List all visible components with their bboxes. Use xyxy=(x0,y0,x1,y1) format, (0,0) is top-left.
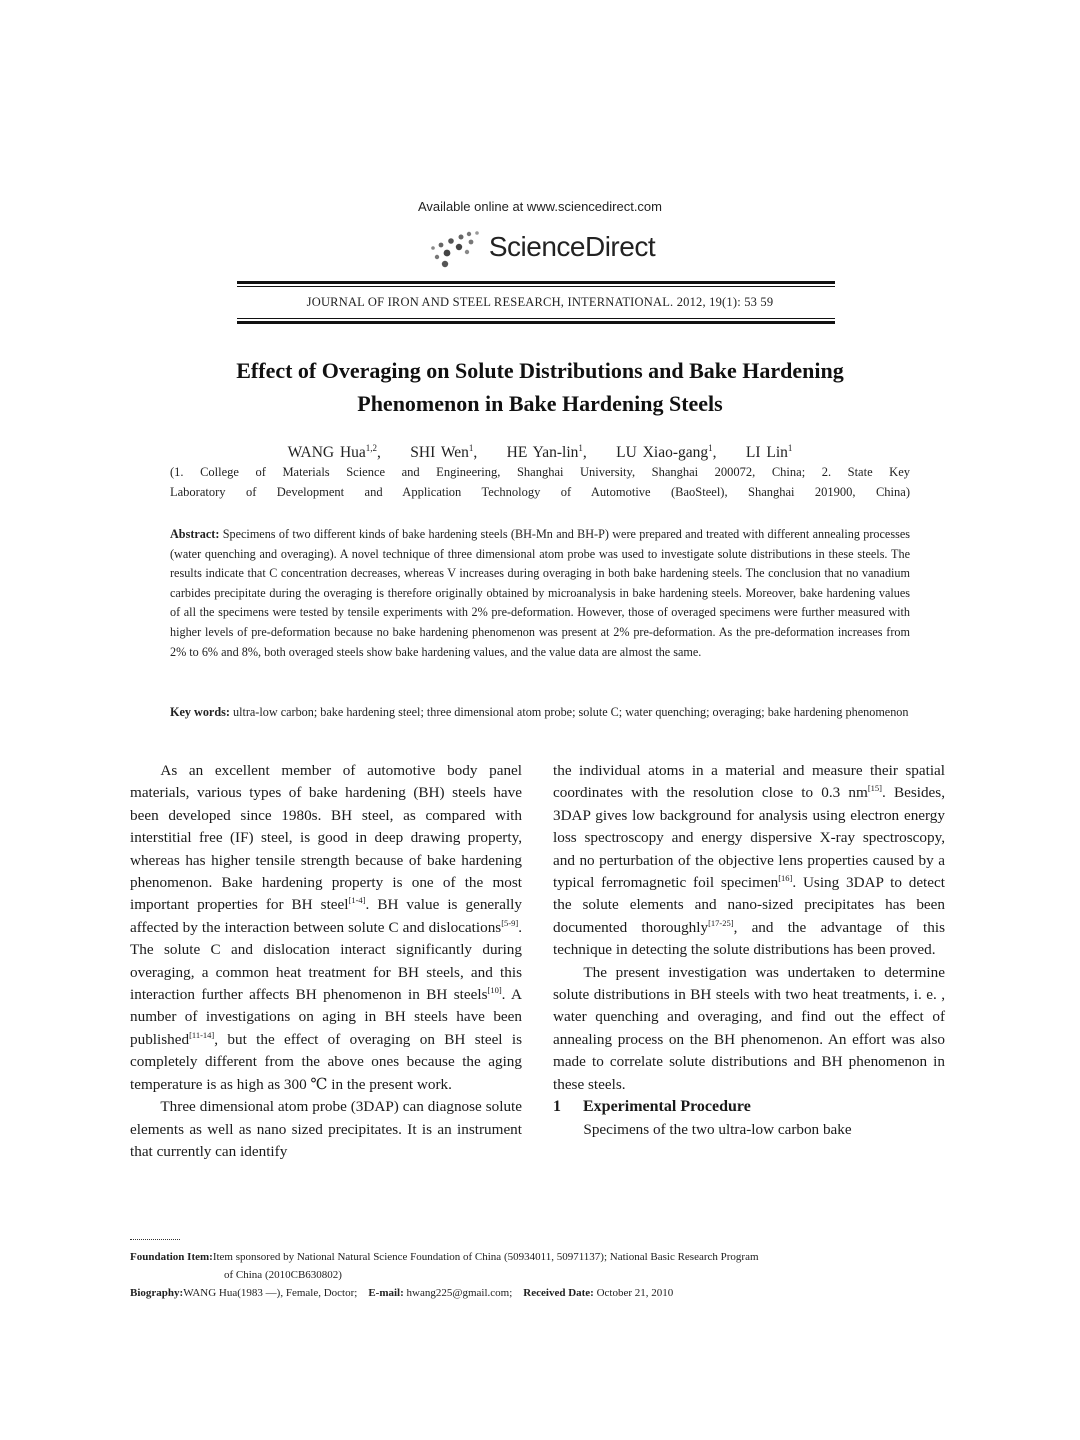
affiliation-line-1: (1. College of Materials Science and Engineering, Shanghai University, Shanghai 200072, China; 2. State Key xyxy=(170,465,910,479)
title-line-2: Phenomenon in Bake Hardening Steels xyxy=(357,391,723,416)
title-line-1: Effect of Overaging on Solute Distributions and Bake Hardening xyxy=(236,358,844,383)
abstract xyxy=(170,525,910,662)
author: LU Xiao-gang$^1$ xyxy=(616,443,713,462)
available-online-text: Available online at www.sciencedirect.com xyxy=(418,199,662,214)
keywords-label: Key words: xyxy=(170,705,230,719)
sciencedirect-logo xyxy=(0,226,1080,268)
paragraph: Specimens of the two ultra-low carbon bake xyxy=(583,1120,852,1138)
article-title xyxy=(120,354,960,420)
section-heading: 1 Experimental Procedure xyxy=(553,1098,751,1116)
body-column-left xyxy=(130,760,522,1163)
paragraph: the individual atoms in a material and measure their spatial coordinates with the resolution close to 0.3 nm[15]. Besides, 3DAP gives low background for analysis using electron energy loss spectroscopy and energy dispersive X-ray spectroscopy, and no perturbation of the objective lens properties caused by a typical ferromagnetic foil specimen[16]. Using 3DAP to detect the solute elements and nano-sized precipitates has been documented thoroughly[17-25], and the advantage of this technique in detecting the solute distributions has been proved. xyxy=(553,762,945,959)
keywords-text: ultra-low carbon; bake hardening steel; three dimensional atom probe; solute C; water quenching; overaging; bake hardening phenomenon xyxy=(229,705,909,719)
foundation-note-cont: of China (2010CB630802) xyxy=(224,1269,342,1281)
keywords xyxy=(170,703,910,723)
header-rule-top xyxy=(237,281,835,284)
header-rule-top-thin xyxy=(237,286,835,287)
sciencedirect-dots-icon xyxy=(425,226,483,268)
header-rule-bottom-thin xyxy=(237,318,835,319)
journal-citation: JOURNAL OF IRON AND STEEL RESEARCH, INTERNATIONAL. 2012, 19(1): 53 59 xyxy=(306,295,774,309)
paragraph: Three dimensional atom probe (3DAP) can diagnose solute elements as well as nano sized precipitates. It is an instrument that currently can identify xyxy=(130,1098,522,1160)
author: LI Lin$^1$ xyxy=(745,443,793,462)
affiliation-line-2: Laboratory of Development and Application Technology of Automotive (BaoSteel), Shanghai 201900, China) xyxy=(170,485,910,499)
author: HE Yan-lin$^1$ xyxy=(506,443,583,462)
sciencedirect-wordmark: ScienceDirect xyxy=(488,231,656,262)
foundation-note: Foundation Item:Item sponsored by National Natural Science Foundation of China (50934011, 50971137); National Basic Research Program xyxy=(130,1251,759,1263)
author: SHI Wen$^1$ xyxy=(410,443,474,462)
biography-note: Biography:WANG Hua(1983 —), Female, Doctor; E-mail: hwang225@gmail.com; Received Date: October 21, 2010 xyxy=(130,1287,674,1299)
affiliations xyxy=(170,462,910,502)
header-rule-bottom xyxy=(237,321,835,324)
paragraph: As an excellent member of automotive body panel materials, various types of bake hardening (BH) steels have been developed since 1980s. BH steel, as compared with interstitial free (IF) steel, is good in deep drawing property, whereas has higher tensile strength because of bake hardening phenomenon. Bake hardening property is one of the most important properties for BH steel[1-4]. BH value is generally affected by the interaction between solute C and dislocations[5-9]. The solute C and dislocation interact significantly during overaging, a common heat treatment for BH steels, and this interaction further affects BH phenomenon in BH steels[10]. A number of investigations on aging in BH steels have been published[11-14], but the effect of overaging on BH steel is completely different from the above ones because the aging temperature is as high as 300 ℃ in the present work. xyxy=(130,762,523,1093)
abstract-text: Specimens of two different kinds of bake hardening steels (BH-Mn and BH-P) were prepared and treated with different annealing processes (water quenching and overaging). A novel technique of three dimensional atom probe was used to investigate solute distributions in these steels. The results indicate that C concentration decreases, whereas V increases during overaging in both bake hardening steels. The conclusion that no vanadium carbides precipitate during the overaging is therefore originally obtained by microanalysis in bake hardening steels. Moreover, bake hardening values of all the specimens were tested by tensile experiments with 2% pre-deformation. However, those of overaged specimens were further measured with higher levels of pre-deformation because no bake hardening phenomenon was present at 2% pre-deformation. As the pre-deformation increases from 2% to 6% and 8%, both overaged steels show bake hardening values, and the value data are almost the same. xyxy=(170,527,910,659)
footnote-separator xyxy=(130,1239,180,1240)
abstract-label: Abstract: xyxy=(170,527,220,541)
author-list: WANG Hua$^{1,2}$, SHI Wen$^1$, HE Yan-lin$^1$, LU Xiao-gang$^1$, LI Lin$^1$ xyxy=(287,443,793,462)
body-column-right xyxy=(553,760,945,1141)
paragraph: The present investigation was undertaken to determine solute distributions in BH steels with two heat treatments, i. e. , water quenching and overaging, and find out the effect of annealing process on the BH phenomenon. An effort was also made to correlate solute distributions and BH phenomenon in these steels. xyxy=(553,963,945,1093)
author: WANG Hua$^{1,2}$ xyxy=(287,443,378,462)
